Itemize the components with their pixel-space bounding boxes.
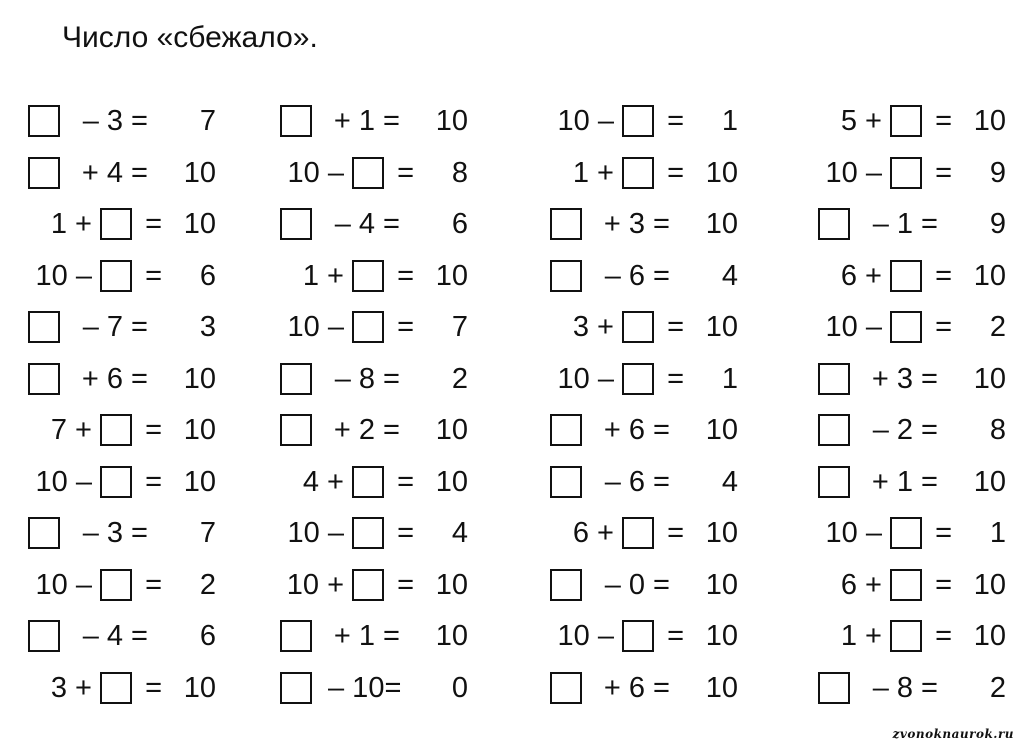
- equation-operator: + 6 =: [81, 362, 148, 395]
- equation-result: 6: [199, 620, 216, 652]
- equation-operator: =: [935, 105, 952, 137]
- equation-row: [280, 457, 530, 509]
- equation-result: 0: [451, 671, 468, 704]
- equation-operator: – 0 =: [604, 568, 670, 601]
- equation-operator: + 2 =: [333, 414, 400, 446]
- answer-box[interactable]: [550, 260, 582, 292]
- answer-box[interactable]: [550, 466, 582, 498]
- answer-box[interactable]: [28, 363, 60, 395]
- equation-left-operand: 10 –: [287, 311, 344, 343]
- equation-result: 10: [435, 414, 468, 446]
- answer-box[interactable]: [818, 363, 850, 395]
- watermark: zvonoknaurok.ru: [892, 727, 1014, 741]
- equation-operator: =: [397, 465, 414, 498]
- equation-operator: =: [667, 362, 684, 395]
- equation-row: [550, 611, 800, 663]
- answer-box[interactable]: [818, 466, 850, 498]
- answer-box[interactable]: [890, 157, 922, 189]
- equation-row: [550, 560, 800, 612]
- equation-result: 10: [705, 568, 738, 601]
- equation-result: 10: [705, 671, 738, 704]
- equation-row: [550, 663, 800, 715]
- answer-box[interactable]: [622, 517, 654, 549]
- equation-result: 10: [705, 208, 738, 240]
- equation-operator: =: [145, 414, 162, 446]
- answer-box[interactable]: [890, 105, 922, 137]
- equation-row: [818, 199, 1024, 251]
- equation-result: 10: [183, 362, 216, 395]
- equation-operator: – 10=: [328, 671, 402, 704]
- equation-row: [818, 457, 1024, 509]
- equation-result: 7: [199, 517, 216, 549]
- equation-operator: =: [935, 311, 952, 343]
- equation-row: [818, 611, 1024, 663]
- equation-result: 10: [183, 465, 216, 498]
- equation-row: [28, 302, 278, 354]
- equation-result: 10: [705, 620, 738, 652]
- equation-left-operand: 10 –: [825, 517, 882, 549]
- answer-box[interactable]: [890, 260, 922, 292]
- equation-left-operand: 10 –: [287, 156, 344, 189]
- equation-operator: =: [397, 311, 414, 343]
- equation-operator: + 1 =: [333, 620, 400, 652]
- equation-left-operand: 6 +: [840, 259, 882, 292]
- equation-row: [818, 251, 1024, 303]
- equation-left-operand: 10 –: [35, 259, 92, 292]
- answer-box[interactable]: [280, 363, 312, 395]
- answer-box[interactable]: [818, 672, 850, 704]
- equation-left-operand: 10 –: [287, 517, 344, 549]
- equation-left-operand: 10 –: [557, 362, 614, 395]
- equation-result: 3: [199, 311, 216, 343]
- answer-box[interactable]: [550, 672, 582, 704]
- equation-result: 10: [973, 465, 1006, 498]
- equation-result: 10: [183, 671, 216, 704]
- equation-row: [28, 96, 278, 148]
- equation-operator: – 4 =: [334, 208, 400, 240]
- equation-operator: + 6 =: [603, 671, 670, 704]
- equation-result: 10: [435, 620, 468, 652]
- answer-box[interactable]: [818, 414, 850, 446]
- answer-box[interactable]: [280, 208, 312, 240]
- answer-box[interactable]: [890, 569, 922, 601]
- equation-operator: – 3 =: [82, 517, 148, 549]
- answer-box[interactable]: [28, 311, 60, 343]
- answer-box[interactable]: [280, 620, 312, 652]
- equation-row: [28, 508, 278, 560]
- answer-box[interactable]: [622, 157, 654, 189]
- equation-left-operand: 10 –: [35, 465, 92, 498]
- equation-left-operand: 1 +: [302, 259, 344, 292]
- equation-row: [280, 148, 530, 200]
- equation-result: 7: [451, 311, 468, 343]
- answer-box[interactable]: [352, 157, 384, 189]
- equation-result: 6: [451, 208, 468, 240]
- equation-left-operand: 1 +: [572, 156, 614, 189]
- equation-operator: + 1 =: [871, 465, 938, 498]
- equation-result: 10: [705, 156, 738, 189]
- equation-result: 9: [989, 208, 1006, 240]
- answer-box[interactable]: [890, 517, 922, 549]
- equation-result: 10: [183, 156, 216, 189]
- equation-result: 10: [973, 259, 1006, 292]
- equation-operator: =: [145, 208, 162, 240]
- equation-operator: =: [935, 259, 952, 292]
- equation-result: 1: [721, 105, 738, 137]
- equation-row: [818, 354, 1024, 406]
- answer-box[interactable]: [550, 414, 582, 446]
- equation-operator: =: [935, 156, 952, 189]
- equation-left-operand: 10 +: [286, 568, 344, 601]
- equation-operator: – 2 =: [872, 414, 938, 446]
- equation-left-operand: 3 +: [572, 311, 614, 343]
- equation-left-operand: 3 +: [50, 671, 92, 704]
- equation-result: 1: [989, 517, 1006, 549]
- equation-left-operand: 10 –: [825, 156, 882, 189]
- equation-result: 10: [705, 414, 738, 446]
- equation-row: [28, 560, 278, 612]
- equation-result: 2: [451, 362, 468, 395]
- equation-result: 10: [973, 362, 1006, 395]
- equation-operator: – 8 =: [334, 362, 400, 395]
- equation-result: 4: [721, 465, 738, 498]
- equation-result: 4: [451, 517, 468, 549]
- equation-result: 7: [199, 105, 216, 137]
- equation-row: [280, 199, 530, 251]
- answer-box[interactable]: [28, 517, 60, 549]
- equation-row: [28, 251, 278, 303]
- equation-operator: =: [667, 311, 684, 343]
- equation-result: 2: [989, 311, 1006, 343]
- equation-row: [28, 663, 278, 715]
- equation-row: [28, 148, 278, 200]
- answer-box[interactable]: [100, 672, 132, 704]
- equation-operator: – 6 =: [604, 465, 670, 498]
- equation-operator: + 6 =: [603, 414, 670, 446]
- equation-left-operand: 6 +: [572, 517, 614, 549]
- equation-operator: =: [397, 568, 414, 601]
- equation-operator: =: [397, 517, 414, 549]
- answer-box[interactable]: [622, 363, 654, 395]
- equation-row: [280, 663, 530, 715]
- equation-row: [280, 251, 530, 303]
- equation-operator: =: [935, 568, 952, 601]
- equation-result: 8: [989, 414, 1006, 446]
- equation-row: [550, 457, 800, 509]
- equation-row: [818, 663, 1024, 715]
- equation-row: [550, 96, 800, 148]
- equation-result: 9: [989, 156, 1006, 189]
- equation-result: 10: [973, 105, 1006, 137]
- answer-box[interactable]: [622, 311, 654, 343]
- equation-row: [818, 560, 1024, 612]
- worksheet-title: Число «сбежало».: [62, 21, 318, 54]
- equation-left-operand: 7 +: [50, 414, 92, 446]
- equation-left-operand: 5 +: [840, 105, 882, 137]
- equation-row: [550, 148, 800, 200]
- answer-box[interactable]: [550, 569, 582, 601]
- equation-row: [818, 508, 1024, 560]
- equation-row: [28, 405, 278, 457]
- answer-box[interactable]: [28, 105, 60, 137]
- equation-left-operand: 10 –: [557, 620, 614, 652]
- equation-result: 10: [183, 208, 216, 240]
- answer-box[interactable]: [890, 311, 922, 343]
- equation-row: [28, 457, 278, 509]
- equation-result: 10: [973, 568, 1006, 601]
- answer-box[interactable]: [622, 620, 654, 652]
- equation-operator: + 3 =: [603, 208, 670, 240]
- answer-box[interactable]: [100, 466, 132, 498]
- equation-operator: =: [145, 259, 162, 292]
- equation-operator: + 3 =: [871, 362, 938, 395]
- answer-box[interactable]: [28, 157, 60, 189]
- equation-operator: =: [145, 671, 162, 704]
- equation-row: [550, 251, 800, 303]
- equation-left-operand: 6 +: [840, 568, 882, 601]
- equation-result: 2: [199, 568, 216, 601]
- equation-row: [28, 199, 278, 251]
- equation-operator: =: [667, 620, 684, 652]
- answer-box[interactable]: [890, 620, 922, 652]
- answer-box[interactable]: [280, 672, 312, 704]
- equation-row: [818, 96, 1024, 148]
- equation-row: [280, 96, 530, 148]
- equation-operator: + 1 =: [333, 105, 400, 137]
- equation-operator: =: [667, 156, 684, 189]
- equation-operator: – 1 =: [872, 208, 938, 240]
- answer-box[interactable]: [352, 260, 384, 292]
- equation-result: 10: [435, 568, 468, 601]
- equation-row: [550, 354, 800, 406]
- equation-row: [28, 354, 278, 406]
- equation-operator: – 8 =: [872, 671, 938, 704]
- answer-box[interactable]: [280, 105, 312, 137]
- equation-row: [818, 302, 1024, 354]
- answer-box[interactable]: [550, 208, 582, 240]
- equation-left-operand: 4 +: [302, 465, 344, 498]
- equation-left-operand: 1 +: [50, 208, 92, 240]
- equation-operator: =: [667, 517, 684, 549]
- equation-result: 10: [183, 414, 216, 446]
- equation-operator: + 4 =: [81, 156, 148, 189]
- equation-operator: =: [935, 620, 952, 652]
- equation-result: 4: [721, 259, 738, 292]
- equation-column: [550, 96, 800, 716]
- equation-result: 1: [721, 362, 738, 395]
- equation-left-operand: 10 –: [35, 568, 92, 601]
- equation-column: [818, 96, 1024, 716]
- answer-box[interactable]: [100, 569, 132, 601]
- answer-box[interactable]: [352, 569, 384, 601]
- equation-row: [280, 611, 530, 663]
- equation-row: [550, 508, 800, 560]
- answer-box[interactable]: [100, 260, 132, 292]
- equation-left-operand: 10 –: [825, 311, 882, 343]
- answer-box[interactable]: [28, 620, 60, 652]
- answer-box[interactable]: [352, 517, 384, 549]
- equation-row: [280, 508, 530, 560]
- answer-box[interactable]: [100, 208, 132, 240]
- equation-column: [28, 96, 278, 716]
- equation-left-operand: 1 +: [840, 620, 882, 652]
- equation-row: [280, 405, 530, 457]
- equation-result: 10: [705, 517, 738, 549]
- equation-result: 10: [435, 259, 468, 292]
- equation-operator: =: [145, 465, 162, 498]
- equation-result: 8: [451, 156, 468, 189]
- equation-row: [28, 611, 278, 663]
- answer-box[interactable]: [280, 414, 312, 446]
- equation-operator: =: [397, 156, 414, 189]
- equation-result: 10: [435, 105, 468, 137]
- answer-box[interactable]: [818, 208, 850, 240]
- equation-operator: =: [145, 568, 162, 601]
- equation-result: 10: [973, 620, 1006, 652]
- equation-operator: – 3 =: [82, 105, 148, 137]
- answer-box[interactable]: [352, 466, 384, 498]
- equation-operator: – 7 =: [82, 311, 148, 343]
- equation-row: [280, 354, 530, 406]
- equation-row: [280, 560, 530, 612]
- equation-row: [280, 302, 530, 354]
- equation-result: 6: [199, 259, 216, 292]
- equation-row: [818, 405, 1024, 457]
- equation-result: 10: [705, 311, 738, 343]
- answer-box[interactable]: [100, 414, 132, 446]
- equation-column: [280, 96, 530, 716]
- equation-operator: =: [667, 105, 684, 137]
- equation-operator: =: [397, 259, 414, 292]
- equation-left-operand: 10 –: [557, 105, 614, 137]
- equation-row: [550, 302, 800, 354]
- equation-row: [550, 405, 800, 457]
- equation-result: 2: [989, 671, 1006, 704]
- equation-row: [818, 148, 1024, 200]
- equation-operator: =: [935, 517, 952, 549]
- equation-operator: – 4 =: [82, 620, 148, 652]
- answer-box[interactable]: [352, 311, 384, 343]
- answer-box[interactable]: [622, 105, 654, 137]
- equation-operator: – 6 =: [604, 259, 670, 292]
- equation-result: 10: [435, 465, 468, 498]
- equation-row: [550, 199, 800, 251]
